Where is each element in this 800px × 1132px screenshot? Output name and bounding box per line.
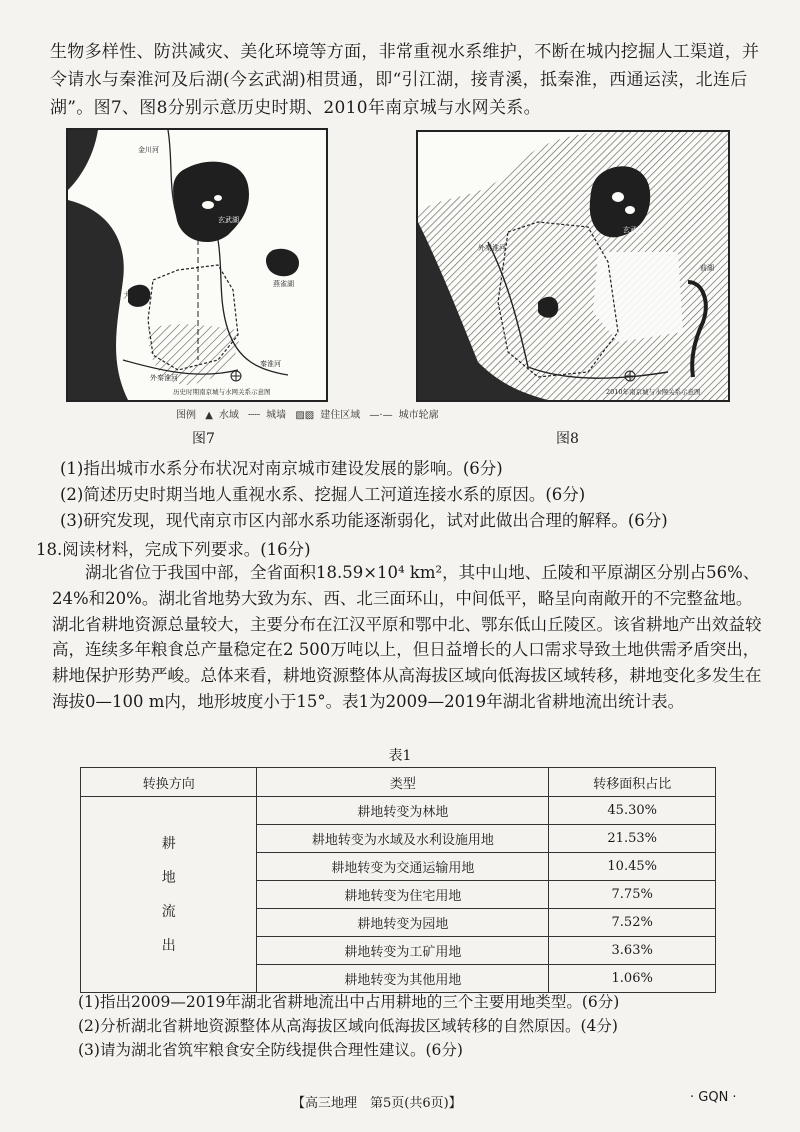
question-17-subquestions xyxy=(60,456,760,534)
type-cell: 耕地转变为其他用地 xyxy=(257,965,549,993)
legend-water-icon: ▲ xyxy=(205,410,213,421)
direction-char: 耕 xyxy=(161,835,176,852)
table-header-row xyxy=(81,768,716,797)
paper-code: · GQN · xyxy=(690,1090,737,1105)
type-cell: 耕地转变为交通运输用地 xyxy=(257,853,549,881)
label-jinchuan: 金川河 xyxy=(138,146,159,154)
river-dajiang xyxy=(68,200,128,400)
legend-boundary: 城市轮廓 xyxy=(398,410,439,421)
river-top xyxy=(68,130,98,190)
legend-built: 建住区域 xyxy=(320,410,361,421)
figure-7-map xyxy=(66,128,328,402)
map-legend xyxy=(176,406,445,421)
direction-char: 地 xyxy=(161,869,176,886)
type-cell: 耕地转变为园地 xyxy=(257,909,549,937)
figure-8-map xyxy=(416,130,730,402)
label-qianhu: 前湖 xyxy=(700,264,714,272)
figure-7-svg xyxy=(68,130,326,400)
lake-yanque xyxy=(266,249,299,277)
type-cell: 耕地转变为住宅用地 xyxy=(257,881,549,909)
intro-line-3: 湖”。图7、图8分别示意历史时期、2010年南京城与水网关系。 xyxy=(50,98,541,118)
page-footer: 【高三地理 第5页(共6页)】 xyxy=(292,1096,462,1111)
q18-sub-2: (2)分析湖北省耕地资源整体从高海拔区域向低海拔区域转移的自然原因。(4分) xyxy=(78,1017,618,1035)
legend-wall-icon: ┄┄ xyxy=(248,410,261,421)
label-xuanwu-7: 玄武湖 xyxy=(218,216,239,224)
question-18-material xyxy=(52,560,762,715)
label-xuanwu-8: 玄武湖 xyxy=(623,226,644,234)
label-wai-qinhuai-8: 外秦淮河 xyxy=(478,244,506,252)
percentage-cell: 21.53% xyxy=(549,825,716,853)
percentage-cell: 7.75% xyxy=(549,881,716,909)
table-row xyxy=(81,797,716,825)
fig7-ref: 历史时期南京城与水网关系示意图 xyxy=(173,388,271,396)
percentage-cell: 45.30% xyxy=(549,797,716,825)
header-type: 类型 xyxy=(257,768,549,797)
type-cell: 耕地转变为工矿用地 xyxy=(257,937,549,965)
label-yanque: 燕雀湖 xyxy=(273,280,294,288)
direction-char: 流 xyxy=(161,903,176,920)
figure-8-svg xyxy=(418,132,728,400)
direction-cell xyxy=(81,797,257,993)
type-cell: 耕地转变为水域及水利设施用地 xyxy=(257,825,549,853)
label-dajiang: 大江 xyxy=(123,291,139,300)
legend-built-icon: ▨▨ xyxy=(295,410,315,421)
table-1 xyxy=(80,767,716,993)
type-cell: 耕地转变为林地 xyxy=(257,797,549,825)
legend-wall: 城墙 xyxy=(266,410,287,421)
percentage-cell: 1.06% xyxy=(549,965,716,993)
q18-sub-1: (1)指出2009—2019年湖北省耕地流出中占用耕地的三个主要用地类型。(6分) xyxy=(78,993,620,1011)
legend-title: 图例 xyxy=(176,410,196,421)
figures-area xyxy=(66,128,736,447)
header-percentage: 转移面积占比 xyxy=(549,768,716,797)
header-direction: 转换方向 xyxy=(81,768,257,797)
q18-paragraph: 湖北省位于我国中部，全省面积18.59×10⁴ km²，其中山地、丘陵和平原湖区分别占56%、24%和20%。湖北省地势大致为东、西、北三面环山，中间低平，略呈向南敞开的不完整盆地。湖北省耕地资源总量较大，主要分布在江汉平原和鄂中北、鄂东低山丘陵区。该省耕地产出效益较高，连续多年粮食总产量稳定在2 500万吨以上，但日益增长的人口需求导致土地供需矛盾突出，耕地保护形势严峻。总体来看，耕地资源整体从高海拔区域向低海拔区域转移，耕地变化多发生在海拔0—100 m内，地形坡度小于15°。表1为2009—2019年湖北省耕地流出统计表。 xyxy=(52,563,762,711)
percentage-cell: 3.63% xyxy=(549,937,716,965)
label-wai-qinhuai-7: 外秦淮河 xyxy=(150,374,178,382)
intro-paragraph xyxy=(50,38,762,122)
question-18-header: 18.阅读材料，完成下列要求。(16分) xyxy=(36,540,311,559)
figure-7-caption: 图7 xyxy=(192,431,215,447)
label-qinhuai: 秦淮河 xyxy=(260,360,281,368)
question-18-subquestions xyxy=(78,990,768,1062)
table-1-caption: 表1 xyxy=(388,748,412,764)
q17-sub-2: (2)简述历史时期当地人重视水系、挖掘人工河道连接水系的原因。(6分) xyxy=(60,485,586,504)
q18-sub-3: (3)请为湖北省筑牢粮食安全防线提供合理性建议。(6分) xyxy=(78,1041,463,1059)
percentage-cell: 10.45% xyxy=(549,853,716,881)
fig8-ref: 2010年南京城与水网关系示意图 xyxy=(606,388,701,396)
direction-char: 出 xyxy=(161,937,176,954)
legend-boundary-icon: —·— xyxy=(369,410,393,421)
percentage-cell: 7.52% xyxy=(549,909,716,937)
q17-sub-1: (1)指出城市水系分布状况对南京城市建设发展的影响。(6分) xyxy=(60,459,503,478)
intro-line-1: 生物多样性、防洪减灾、美化环境等方面，非常重视水系维护，不断在城内挖掘人工渠道，并 xyxy=(50,42,760,62)
figure-8-caption: 图8 xyxy=(556,431,579,447)
intro-line-2: 令请水与秦淮河及后湖(今玄武湖)相贯通，即“引江湖，接青溪，抵秦淮，西通运渎，北连后 xyxy=(50,70,748,90)
legend-water: 水域 xyxy=(218,410,239,421)
q17-sub-3: (3)研究发现，现代南京市区内部水系功能逐渐弱化，试对此做出合理的解释。(6分) xyxy=(60,511,668,530)
